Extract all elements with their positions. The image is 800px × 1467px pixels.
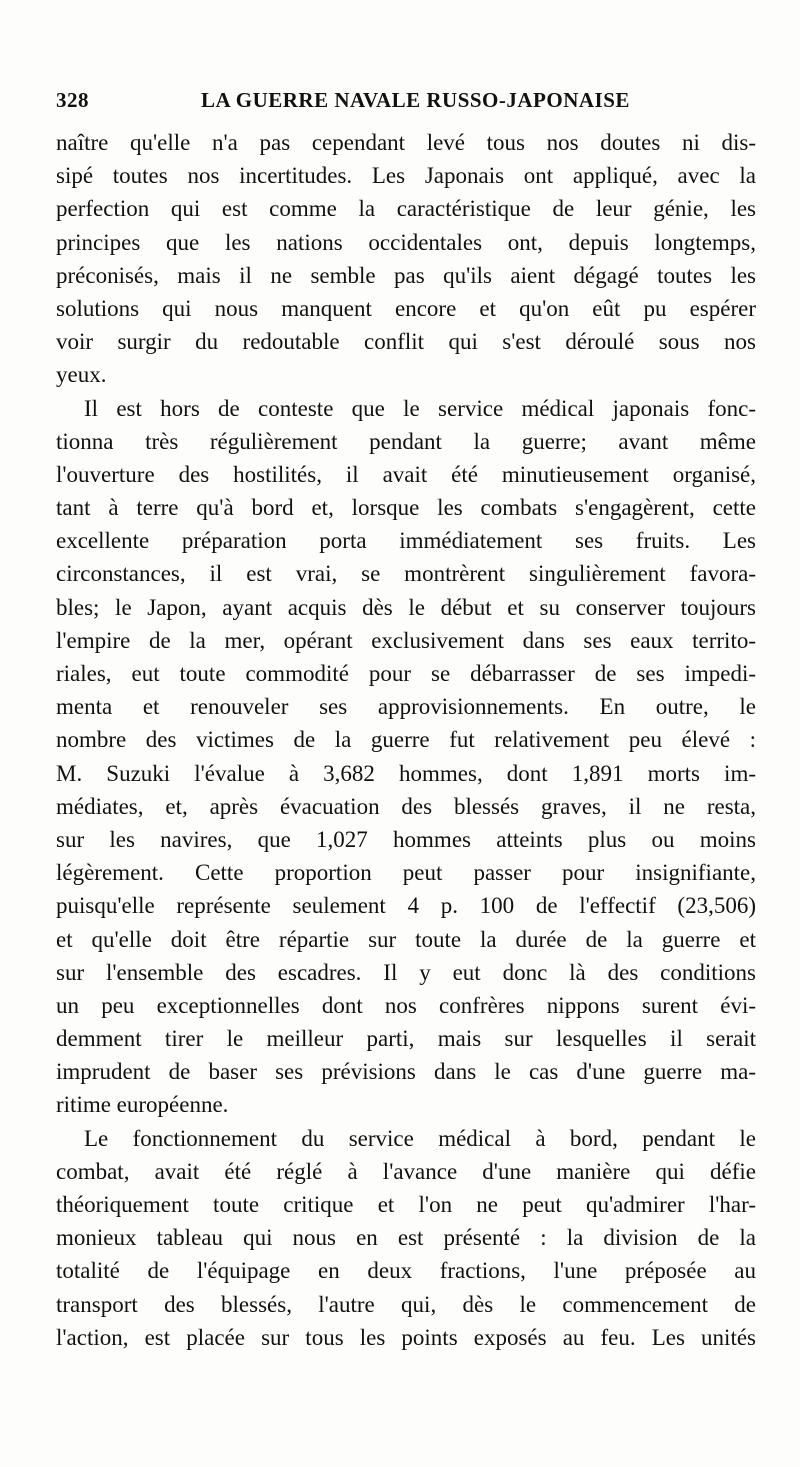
text-line: nombre des victimes de la guerre fut relativement peu élevé : — [56, 727, 756, 753]
page-number: 328 — [56, 88, 89, 112]
text-line: yeux. — [56, 362, 107, 388]
text-line: tant à terre qu'à bord et, lorsque les combats s'engagèrent, cette — [56, 495, 756, 521]
text-line: sipé toutes nos incertitudes. Les Japonais ont appliqué, avec la — [56, 163, 756, 189]
paragraph-3 — [56, 1122, 756, 1354]
text-line: principes que les nations occidentales ont, depuis longtemps, — [56, 229, 756, 255]
text-line: Il est hors de conteste que le service médical japonais fonc- — [84, 395, 756, 421]
text-line: naître qu'elle n'a pas cependant levé tous nos doutes ni dis- — [56, 130, 756, 155]
text-line: théoriquement toute critique et l'on ne peut qu'admirer l'har- — [56, 1192, 756, 1217]
body-text — [56, 126, 756, 1354]
text-line: totalité de l'équipage en deux fractions, l'une préposée au — [56, 1258, 756, 1284]
text-line: solutions qui nous manquent encore et qu'on eût pu espérer — [56, 295, 756, 321]
text-line: excellente préparation porta immédiatement ses fruits. Les — [56, 528, 756, 554]
text-line: légèrement. Cette proportion peut passer pour insignifiante, — [56, 860, 756, 886]
text-line: voir surgir du redoutable conflit qui s'est déroulé sous nos — [56, 329, 756, 355]
text-line: un peu exceptionnelles dont nos confrères nippons surent évi- — [56, 992, 756, 1018]
text-line: médiates, et, après évacuation des blessés graves, il ne resta, — [56, 793, 756, 819]
text-line: monieux tableau qui nous en est présenté : la division de la — [56, 1225, 756, 1251]
text-line: sur les navires, que 1,027 hommes atteints plus ou moins — [56, 826, 756, 852]
text-line: puisqu'elle représente seulement 4 p. 100 de l'effectif (23,506) — [56, 893, 756, 919]
text-line: sur l'ensemble des escadres. Il y eut donc là des conditions — [56, 959, 756, 985]
running-title: LA GUERRE NAVALE RUSSO-JAPONAISE — [201, 88, 630, 112]
text-line: riales, eut toute commodité pour se débarrasser de ses impedi- — [56, 661, 756, 686]
text-line: tionna très régulièrement pendant la guerre; avant même — [56, 428, 756, 454]
text-line: combat, avait été réglé à l'avance d'une manière qui défie — [56, 1158, 756, 1184]
text-line: transport des blessés, l'autre qui, dès le commencement de — [56, 1291, 756, 1317]
paragraph-2 — [56, 392, 756, 1122]
text-line: menta et renouveler ses approvisionnements. En outre, le — [56, 694, 756, 720]
paragraph-1 — [56, 126, 756, 392]
page-header — [56, 88, 752, 118]
text-line: bles; le Japon, ayant acquis dès le début et su conserver toujours — [56, 594, 756, 620]
text-line: imprudent de baser ses prévisions dans le cas d'une guerre ma- — [56, 1059, 756, 1085]
text-line: préconisés, mais il ne semble pas qu'ils aient dégagé toutes les — [56, 262, 756, 288]
text-line: Le fonctionnement du service médical à bord, pendant le — [84, 1125, 756, 1151]
text-line: l'empire de la mer, opérant exclusivement dans ses eaux territo- — [56, 627, 756, 653]
text-line: perfection qui est comme la caractéristique de leur génie, les — [56, 196, 756, 222]
text-line: M. Suzuki l'évalue à 3,682 hommes, dont 1,891 morts im- — [56, 760, 756, 786]
text-line: l'ouverture des hostilités, il avait été minutieusement organisé, — [56, 461, 756, 487]
text-line: l'action, est placée sur tous les points exposés au feu. Les unités — [56, 1324, 756, 1350]
text-line: demment tirer le meilleur parti, mais sur lesquelles il serait — [56, 1026, 756, 1052]
text-line: et qu'elle doit être répartie sur toute la durée de la guerre et — [56, 926, 756, 952]
text-line: ritime européenne. — [56, 1092, 229, 1118]
text-line: circonstances, il est vrai, se montrèrent singulièrement favora- — [56, 561, 756, 587]
